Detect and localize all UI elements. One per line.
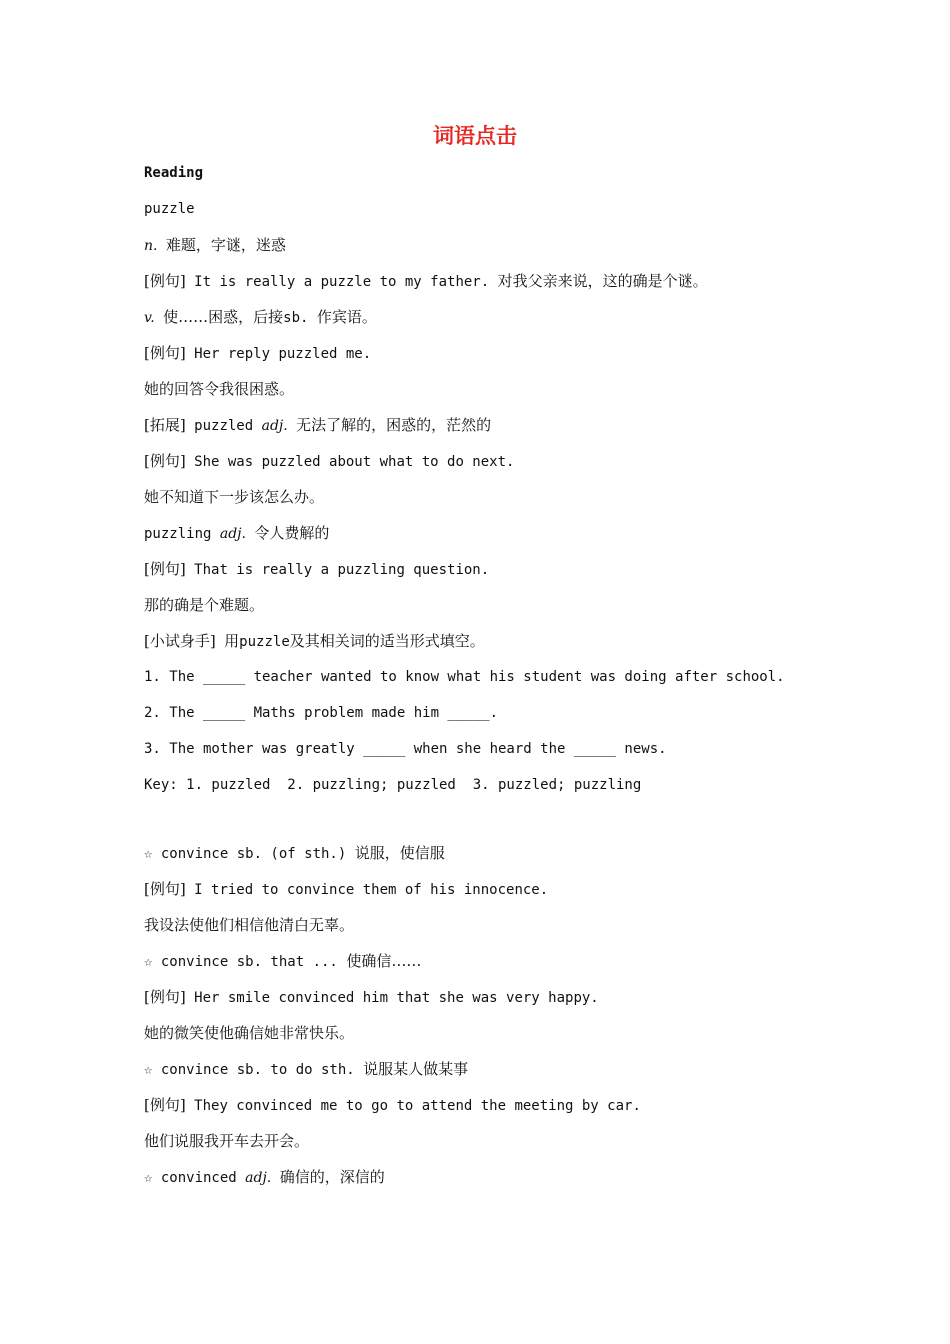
example-translation: 她的回答令我很困惑。 (144, 380, 295, 398)
example-en: I tried to convince them of his innocence. (194, 882, 549, 898)
example-tag: [例句] (144, 1096, 186, 1114)
example-en: It is really a puzzle to my father. (194, 274, 490, 290)
example-en: She was puzzled about what to do next. (194, 454, 515, 470)
exercise-question-2: 2. The _____ Maths problem made him _____. (144, 705, 499, 721)
convince-pattern-4 (144, 1167, 385, 1187)
pattern-text: ☆ convince sb. that ... (144, 954, 338, 970)
definition-text: 使……困惑，后接 (163, 308, 284, 326)
example-tag: [例句] (144, 452, 186, 470)
pos-label: adj. (245, 1170, 272, 1186)
example-sentence (144, 879, 548, 899)
answer-key: Key: 1. puzzled 2. puzzling; puzzled 3. puzzled; puzzling (144, 777, 642, 793)
convince-pattern-1 (144, 843, 445, 863)
example-translation: 她不知道下一步该怎么办。 (144, 488, 325, 506)
definition-text: 说服某人做某事 (363, 1060, 469, 1078)
example-zh: 对我父亲来说，这的确是个谜。 (497, 272, 708, 290)
example-tag: [例句] (144, 880, 186, 898)
example-translation: 她的微笑使他确信她非常快乐。 (144, 1024, 355, 1042)
pattern-text: ☆ convince sb. (of sth.) (144, 846, 347, 862)
example-sentence (144, 343, 371, 363)
exercise-question-1: 1. The _____ teacher wanted to know what his student was doing after school. (144, 669, 785, 685)
exercise-question-3: 3. The mother was greatly _____ when she heard the _____ news. (144, 741, 667, 757)
headword-puzzle: puzzle (144, 201, 195, 217)
definition-text: 难题，字谜，迷惑 (165, 236, 286, 254)
page-title: 词语点击 (433, 124, 517, 148)
definition-text: 令人费解的 (254, 524, 330, 542)
convince-pattern-2 (144, 951, 421, 971)
instruction-text: 用 (224, 632, 240, 650)
pos-label: v. (144, 310, 155, 326)
extension-tag: [拓展] (144, 416, 186, 434)
extension-word: puzzled (194, 418, 254, 434)
pos-label: adj. (219, 526, 246, 542)
convince-pattern-3 (144, 1059, 468, 1079)
verb-definition (144, 307, 377, 327)
example-en: Her smile convinced him that she was very happy. (194, 990, 599, 1006)
pos-label: n. (144, 238, 158, 254)
pattern-text: ☆ convince sb. to do sth. (144, 1062, 355, 1078)
definition-text: 说服，使信服 (354, 844, 445, 862)
definition-text: 使确信…… (346, 952, 422, 970)
example-sentence (144, 987, 599, 1007)
pattern-text: ☆ convinced (144, 1170, 237, 1186)
pos-label: adj. (261, 418, 288, 434)
example-tag: [例句] (144, 344, 186, 362)
example-en: That is really a puzzling question. (194, 562, 490, 578)
noun-definition (144, 235, 286, 255)
example-tag: [例句] (144, 272, 186, 290)
exercise-tag: [小试身手] (144, 632, 216, 650)
definition-term: sb. (283, 310, 309, 326)
instruction-text: 及其相关词的适当形式填空。 (289, 632, 485, 650)
section-heading: Reading (144, 165, 204, 181)
example-translation: 那的确是个难题。 (144, 596, 265, 614)
extension-entry (144, 415, 491, 435)
definition-text: 无法了解的，困惑的，茫然的 (296, 416, 492, 434)
exercise-instruction (144, 631, 485, 651)
example-en: Her reply puzzled me. (194, 346, 372, 362)
definition-text: 确信的，深信的 (279, 1168, 385, 1186)
example-en: They convinced me to go to attend the meeting by car. (194, 1098, 641, 1114)
example-tag: [例句] (144, 988, 186, 1006)
example-sentence (144, 1095, 641, 1115)
example-sentence (144, 271, 708, 291)
example-sentence (144, 559, 489, 579)
definition-text: 作宾语。 (316, 308, 377, 326)
example-translation: 我设法使他们相信他清白无辜。 (144, 916, 355, 934)
example-translation: 他们说服我开车去开会。 (144, 1132, 310, 1150)
headword-puzzling (144, 523, 329, 543)
example-tag: [例句] (144, 560, 186, 578)
example-sentence (144, 451, 514, 471)
instruction-term: puzzle (239, 634, 290, 650)
headword-text: puzzling (144, 526, 212, 542)
